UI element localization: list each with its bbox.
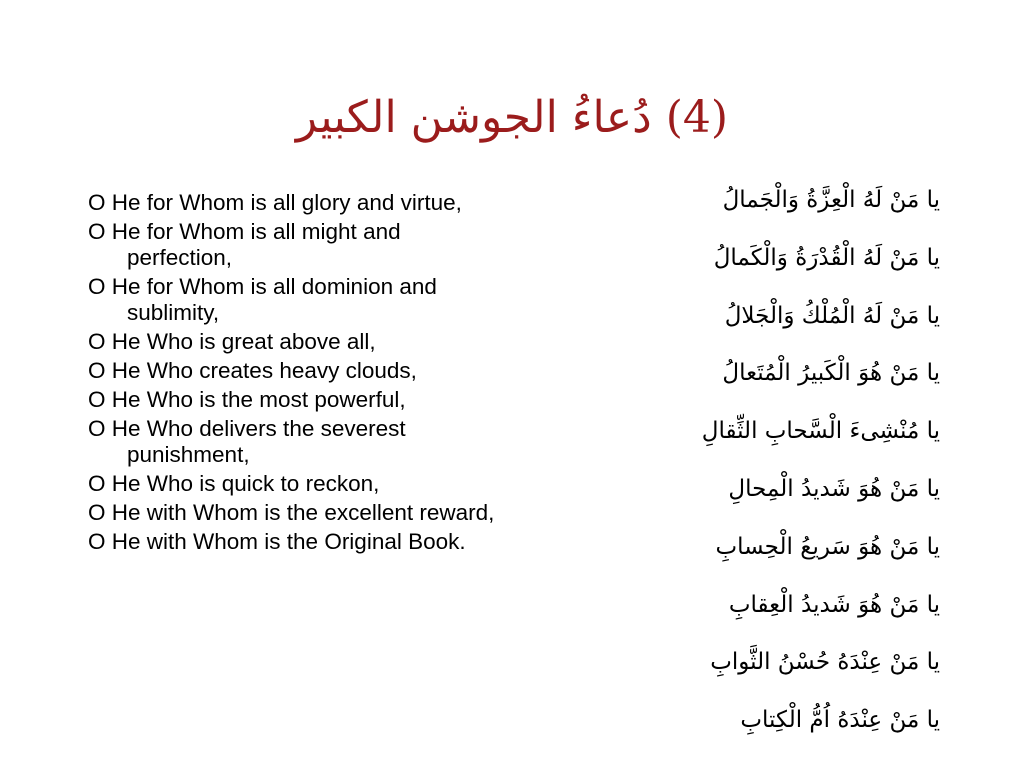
english-line: O He Who is quick to reckon, — [88, 471, 380, 496]
english-line: O He for Whom is all might and perfection, — [88, 219, 401, 270]
arabic-line: يا مَنْ عِنْدَهُ حُسْنُ الثَّوابِ — [710, 649, 940, 676]
english-line: O He for Whom is all dominion and sublimity, — [88, 274, 437, 325]
arabic-line: يا مَنْ لَهُ الْقُدْرَةُ وَالْكَمالُ — [713, 244, 940, 271]
arabic-line: يا مُنْشِىءَ الْسَّحابِ الثِّقالِ — [701, 418, 940, 445]
english-line: O He for Whom is all glory and virtue, — [88, 190, 462, 215]
arabic-line: يا مَنْ هُوَ الْكَبيرُ الْمُتَعالُ — [722, 360, 940, 387]
english-translation-list — [88, 190, 508, 558]
arabic-line: يا مَنْ عِنْدَهُ اُمُّ الْكِتابِ — [740, 707, 940, 734]
english-line: O He Who is the most powerful, — [88, 387, 406, 412]
arabic-line: يا مَنْ هُوَ شَديدُ الْمِحالِ — [728, 475, 940, 502]
english-line: O He Who delivers the severest punishment, — [88, 416, 406, 467]
english-line: O He with Whom is the excellent reward, — [88, 500, 495, 525]
slide-title: (4) دُعاءُ الجوشن الكبير — [295, 92, 729, 143]
english-line: O He Who is great above all, — [88, 329, 376, 354]
arabic-line: يا مَنْ هُوَ سَريعُ الْحِسابِ — [715, 533, 940, 560]
arabic-line: يا مَنْ هُوَ شَديدُ الْعِقابِ — [728, 591, 940, 618]
english-line: O He with Whom is the Original Book. — [88, 529, 466, 554]
arabic-line: يا مَنْ لَهُ الْعِزَّةُ وَالْجَمالُ — [722, 187, 940, 213]
arabic-line: يا مَنْ لَهُ الْمُلْكُ وَالْجَلالُ — [724, 302, 940, 329]
english-line: O He Who creates heavy clouds, — [88, 358, 417, 383]
arabic-text-list — [540, 180, 940, 758]
